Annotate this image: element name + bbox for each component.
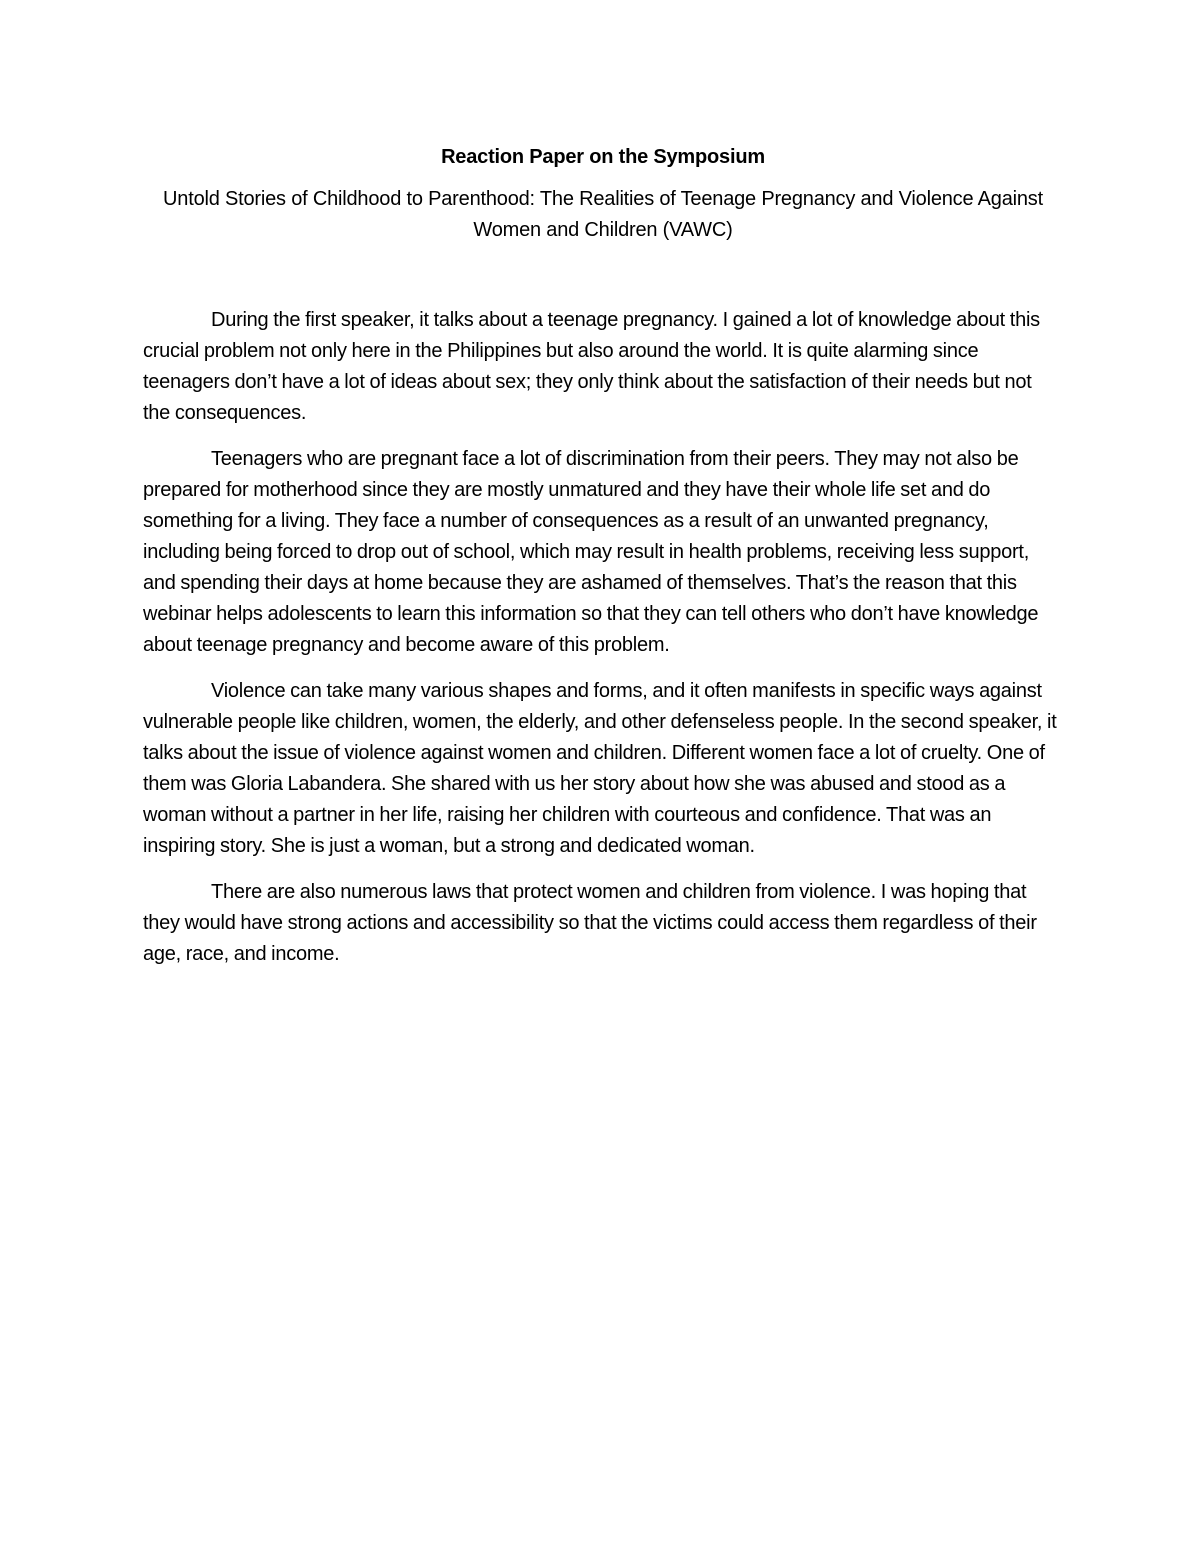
paragraph-4: There are also numerous laws that protect women and children from violence. I was hoping that they would have strong actions and accessibility so that the victims could access them regardless of their age, race, and income.: [143, 881, 1037, 965]
paragraph-3: Violence can take many various shapes and forms, and it often manifests in specific ways against vulnerable people like children, women, the elderly, and other defenseless people. In the second speaker, it talks about the issue of violence against women and children. Different women face a lot of cruelty. One of them was Gloria Labandera. She shared with us her story about how she was abused and stood as a woman without a partner in her life, raising her children with courteous and confidence. That was an inspiring story. She is just a woman, but a strong and dedicated woman.: [143, 680, 1057, 857]
paragraph-1: During the first speaker, it talks about a teenage pregnancy. I gained a lot of knowledge about this crucial problem not only here in the Philippines but also around the world. It is quite alarming since teenagers don’t have a lot of ideas about sex; they only think about the satisfaction of their needs but not the consequences.: [143, 309, 1040, 424]
document-content: [143, 142, 1063, 985]
document-body: [143, 305, 1063, 970]
document-title: Reaction Paper on the Symposium: [441, 146, 765, 168]
paragraph-2: Teenagers who are pregnant face a lot of discrimination from their peers. They may not also be prepared for motherhood since they are mostly unmatured and they have their whole life set and do something for a living. They face a number of consequences as a result of an unwanted pregnancy, including being forced to drop out of school, which may result in health problems, receiving less support, and spending their days at home because they are ashamed of themselves. That’s the reason that this webinar helps adolescents to learn this information so that they can tell others who don’t have knowledge about teenage pregnancy and become aware of this problem.: [143, 448, 1039, 656]
document-subtitle: Untold Stories of Childhood to Parenthood: The Realities of Teenage Pregnancy and Violence Against Women and Children (VAWC): [163, 188, 1043, 241]
